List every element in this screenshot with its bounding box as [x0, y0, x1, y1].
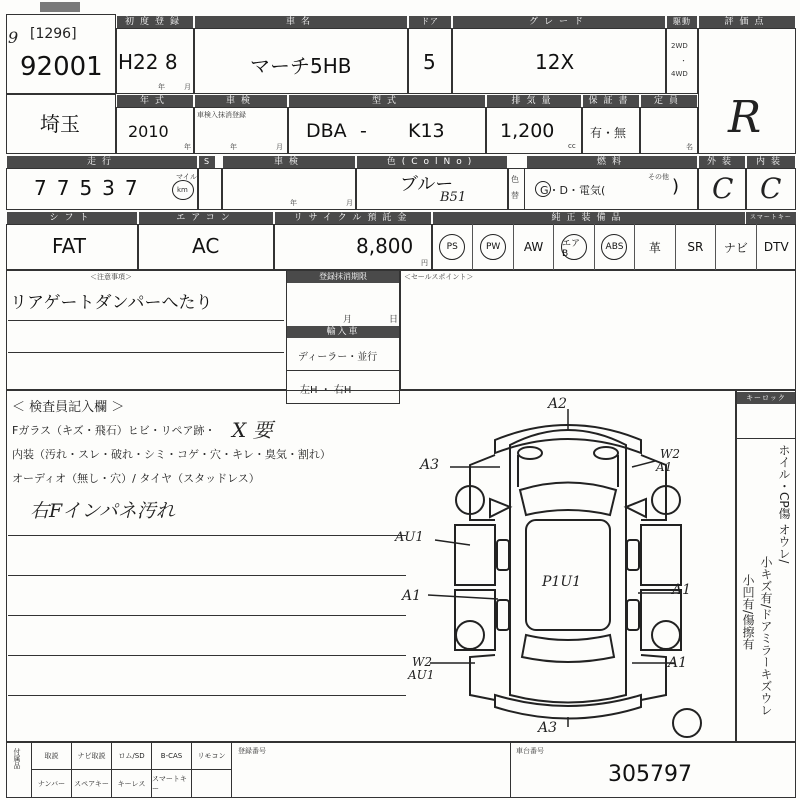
- color-code: B51: [440, 190, 467, 205]
- mark-a3-rear: A3: [538, 720, 558, 736]
- right-front-door: [641, 525, 681, 585]
- leader-au1-left: [435, 540, 470, 545]
- inspector-handwritten-note: 右Fインパネ汚れ: [30, 500, 175, 522]
- header-aircon: エアコン: [139, 212, 273, 224]
- right-col-divider: [736, 438, 796, 439]
- equipment-label: ABS: [601, 234, 627, 260]
- lot-sub-number: [1296]: [30, 26, 77, 42]
- inspector-header: ＜ 検査員記入欄 ＞: [12, 400, 125, 415]
- color-change-1: 色: [511, 175, 519, 184]
- displacement-value: 1,200: [500, 120, 555, 142]
- mark-au1-left: AU1: [395, 530, 424, 545]
- mark-a1-left: A1: [402, 588, 422, 604]
- fuel-other: その他: [648, 173, 669, 181]
- header-drive: 駆動: [667, 16, 697, 28]
- mark-a1-right: A1: [672, 582, 692, 598]
- inspection-year-unit: 年: [230, 143, 237, 151]
- left-rear-wheel: [456, 621, 484, 649]
- first-reg-value: 2010: [128, 122, 169, 141]
- inspection-note: 車検入抹消登録: [197, 111, 246, 119]
- shift-value: FAT: [52, 234, 87, 258]
- equipment-label: AW: [523, 240, 544, 254]
- header-inspection: 車検: [195, 95, 287, 107]
- chassis-label: 車台番号: [516, 747, 544, 755]
- header-exterior: 外装: [699, 156, 745, 168]
- drive-4wd: 4WD: [671, 70, 688, 78]
- mark-a1-right-front: A1: [656, 460, 673, 474]
- vi-year-unit: 年: [290, 199, 297, 207]
- doors-value: 5: [423, 50, 436, 74]
- rear-window: [522, 635, 614, 662]
- right-mirror: [626, 499, 646, 517]
- aircon-value: AC: [192, 234, 220, 258]
- equipment-item: [553, 224, 593, 270]
- mark-w2-right-front: W2: [660, 447, 680, 461]
- header-chiller: キーロック: [737, 392, 795, 404]
- accessory-cell: キーレス: [112, 770, 152, 798]
- equipment-label: PW: [480, 234, 506, 260]
- header-color: 色(ColNo): [357, 156, 507, 168]
- fuel-close-paren: ): [672, 176, 680, 197]
- inspector-line-3: オーディオ（無し・穴）/ タイヤ（スタッドレス）: [12, 472, 260, 485]
- mark-a1-right-rear: A1: [668, 655, 688, 671]
- model-code-value: K13: [408, 120, 445, 142]
- rear-bumper: [495, 695, 641, 719]
- right-front-door-window: [627, 540, 639, 570]
- import-divider: [286, 370, 400, 371]
- notes-lines-1: [8, 320, 284, 321]
- left-headlight: [518, 447, 542, 459]
- equipment-item: [513, 224, 553, 270]
- first-reg-unit: 年: [184, 143, 191, 151]
- notes-lines-2: [8, 352, 284, 353]
- s-mileage-cell: [198, 168, 222, 210]
- equipment-label: ナビ: [723, 240, 748, 255]
- inspector-line-1-mark: X 要: [232, 418, 273, 442]
- inspector-line-b: [8, 575, 406, 576]
- header-score: 評価点: [699, 16, 795, 28]
- accessory-cell: ナビ取説: [72, 742, 112, 770]
- accessory-cell: スマートキー: [152, 770, 192, 798]
- drive-dot: ・: [680, 57, 687, 65]
- color-change-2: 替: [511, 191, 519, 200]
- header-vehicle-inspection: 車検: [223, 156, 355, 168]
- steering-value: 左H ・ 右H: [300, 385, 352, 396]
- vi-month-unit: 月: [346, 199, 353, 207]
- mark-roof: P1U1: [542, 574, 582, 590]
- reg-month: 月: [343, 315, 353, 325]
- equipment-label: エアB: [561, 234, 587, 260]
- inspector-line-2: 内装（汚れ・スレ・破れ・シミ・コゲ・穴・キレ・臭気・割れ）: [12, 448, 331, 461]
- accessory-cell: [192, 770, 232, 798]
- import-value: ディーラー・並行: [298, 352, 378, 363]
- header-s-mileage: S: [199, 156, 215, 168]
- right-column-text-3: 小凹有/傷擦有: [741, 574, 755, 651]
- header-fuel: 燃料: [527, 156, 697, 168]
- header-capacity: 定員: [641, 95, 697, 107]
- inspector-line-e: [8, 695, 406, 696]
- model-year-value: H22 8: [118, 50, 178, 74]
- equipment-item: [715, 224, 755, 270]
- car-damage-diagram: [400, 395, 736, 740]
- equipment-label: SR: [687, 240, 704, 254]
- equipment-item: [432, 224, 472, 270]
- header-mileage: 走行: [7, 156, 197, 168]
- mark-w2-left-rear: W2: [412, 655, 432, 669]
- cc-unit: cc: [568, 142, 576, 150]
- equipment-label: DTV: [763, 240, 789, 254]
- header-recycle: リサイクル預託金: [275, 212, 431, 224]
- left-rear-door-window: [497, 600, 509, 630]
- right-rear-quarter: [641, 655, 666, 700]
- header-reg-deadline: 登録抹消期限: [287, 271, 399, 283]
- left-mirror: [490, 499, 510, 517]
- header-shift: シフト: [7, 212, 137, 224]
- bottom-divider: [510, 742, 511, 798]
- inspector-line-c: [8, 615, 406, 616]
- equipment-item: [472, 224, 512, 270]
- inspector-line-d: [8, 655, 406, 656]
- header-model-code: 型式: [289, 95, 485, 107]
- header-model-year: 初度登録: [117, 16, 193, 28]
- yen-unit: 円: [421, 259, 428, 267]
- sales-point-header: ＜セールスポイント＞: [404, 273, 474, 281]
- mark-au1-left-rear: AU1: [408, 668, 435, 682]
- warranty-value: 有・無: [590, 126, 627, 140]
- lot-number: 92001: [20, 52, 103, 82]
- bottom-accessory-grid: [32, 742, 232, 798]
- sales-divider: [400, 270, 401, 390]
- right-headlight: [594, 447, 618, 459]
- leader-w2-front: [632, 461, 655, 467]
- header-grade: グレード: [453, 16, 665, 28]
- equipment-item: [634, 224, 674, 270]
- accessory-cell: スペアキー: [72, 770, 112, 798]
- header-first-reg: 年式: [117, 95, 193, 107]
- fuel-options: G・D・電気(: [540, 184, 606, 197]
- drive-2wd: 2WD: [671, 42, 688, 50]
- accessory-cell: B-CAS: [152, 742, 192, 770]
- capacity-unit: 名: [686, 143, 693, 151]
- header-smart-key: スマートキー: [746, 212, 796, 224]
- prefecture-value: 埼玉: [40, 112, 80, 136]
- interior-grade: C: [760, 172, 782, 205]
- right-column-text-2: 小キズ有/ドアミラーキズウレ: [759, 556, 773, 717]
- mileage-value: 77537: [34, 176, 148, 200]
- inspector-line-a: [8, 535, 406, 536]
- caution-header: ＜注意事項＞: [90, 273, 132, 281]
- inspector-line-1: Fガラス（キズ・飛石）ヒビ・リペア跡・: [12, 424, 216, 437]
- accessory-cell: リモコン: [192, 742, 232, 770]
- color-value: ブルー: [400, 174, 454, 195]
- header-equipment: 純正装備品: [433, 212, 745, 224]
- mark-a3-left-front: A3: [420, 457, 440, 473]
- top-title-strip: [0, 0, 800, 14]
- equipment-item: [594, 224, 634, 270]
- model-code-dash: -: [360, 120, 367, 142]
- recycle-value: 8,800: [356, 234, 414, 258]
- left-front-door-window: [497, 540, 509, 570]
- left-front-door: [455, 525, 495, 585]
- caution-text: リアゲートダンパーへたり: [10, 293, 213, 313]
- left-rear-quarter: [470, 655, 495, 700]
- score-value: R: [728, 92, 762, 143]
- inspection-month-unit: 月: [276, 143, 283, 151]
- accessory-cell: ロム/SD: [112, 742, 152, 770]
- reg-number-label: 登録番号: [238, 747, 266, 755]
- grade-value: 12X: [535, 50, 575, 74]
- windshield: [520, 483, 616, 516]
- header-interior: 内装: [747, 156, 795, 168]
- mileage-unit-mile: マイル: [176, 173, 197, 181]
- reg-day: 日: [389, 315, 399, 325]
- leader-a1-left: [428, 595, 498, 599]
- right-column-text-1: ホイル・CP傷 オウレ/: [777, 444, 791, 564]
- month-unit: 月: [184, 83, 191, 91]
- bottom-side-label: 付属品: [13, 748, 21, 769]
- equipment-item: [675, 224, 715, 270]
- model-code-prefix: DBA: [306, 120, 347, 142]
- equipment-label: 革: [648, 240, 661, 255]
- header-displacement: 排気量: [487, 95, 581, 107]
- accessory-cell: ナンバー: [32, 770, 72, 798]
- accessory-cell: 取説: [32, 742, 72, 770]
- car-name-value: マーチ5HB: [250, 54, 352, 78]
- header-band-top: [40, 2, 80, 12]
- year-unit: 年: [158, 83, 165, 91]
- lot-handwritten-mark: 9: [8, 28, 19, 47]
- equipment-item: [756, 224, 796, 270]
- header-warranty: 保証書: [583, 95, 639, 107]
- chassis-number: 305797: [608, 762, 692, 787]
- spare-tire: [673, 709, 701, 737]
- equipment-label: PS: [439, 234, 465, 260]
- header-car-name: 車名: [195, 16, 407, 28]
- mark-a2-front: A2: [548, 396, 568, 412]
- equipment-row: [432, 224, 796, 270]
- exterior-grade: C: [712, 172, 734, 205]
- vehicle-inspection-cell: [222, 168, 356, 210]
- right-rear-wheel: [652, 621, 680, 649]
- right-rear-door-window: [627, 600, 639, 630]
- header-doors: ドア: [409, 16, 451, 28]
- mileage-unit-km: km: [177, 186, 188, 194]
- header-import: 輸入車: [287, 326, 399, 338]
- right-rear-door: [641, 590, 681, 650]
